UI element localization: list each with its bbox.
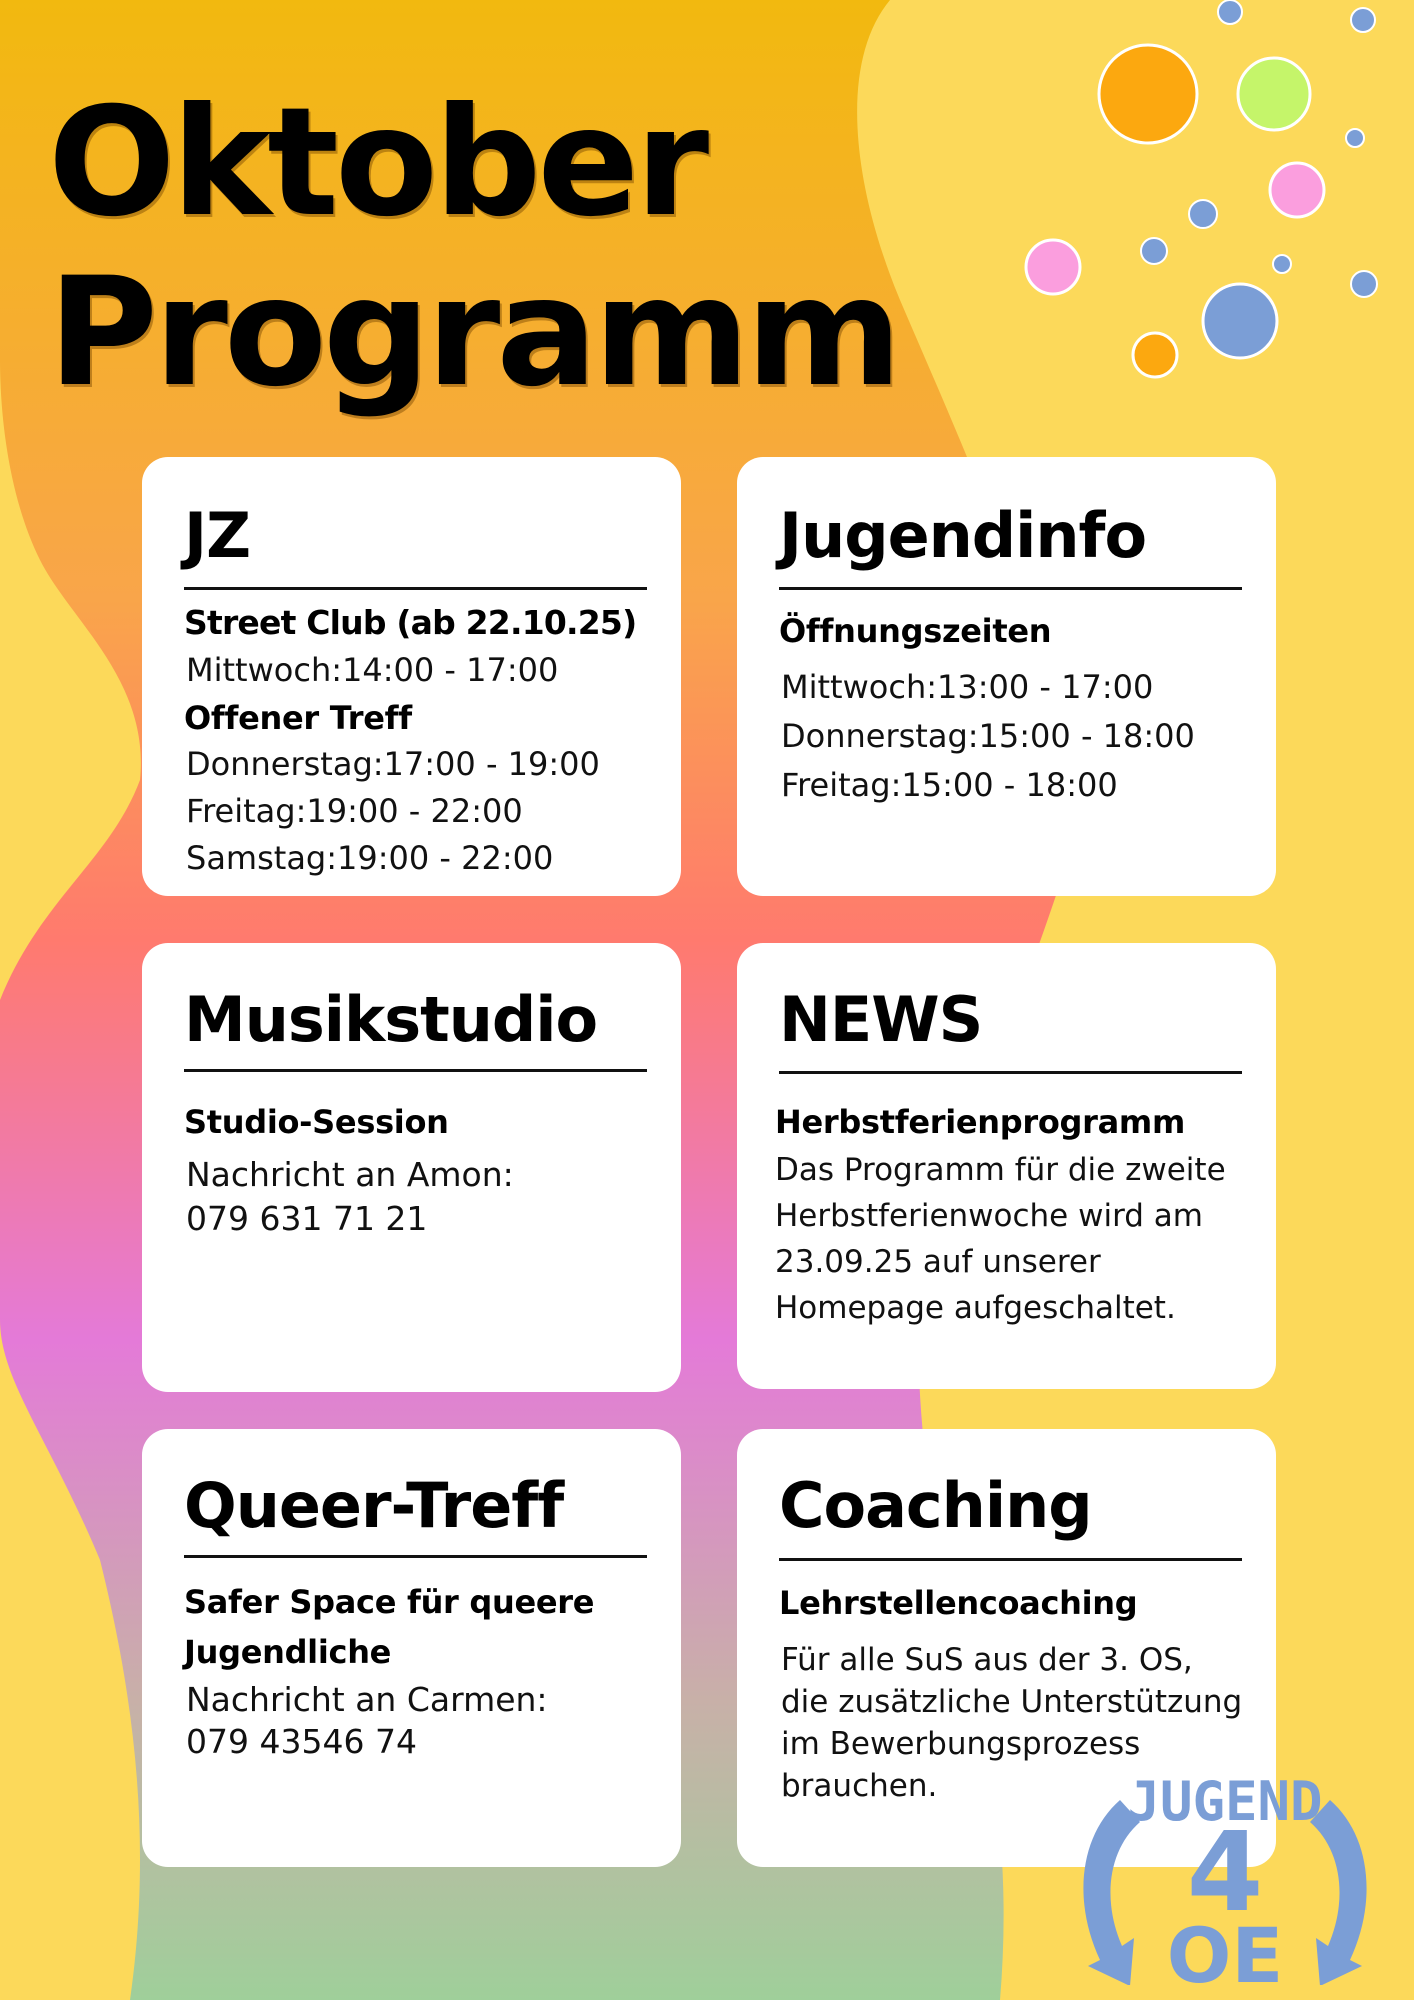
jugend-4-oe-logo	[1060, 1760, 1390, 1985]
coaching-line: brauchen.	[781, 1768, 938, 1804]
section-heading-line: Safer Space für queere	[184, 1583, 595, 1621]
schedule-line: Freitag:15:00 - 18:00	[781, 766, 1118, 804]
divider	[779, 1558, 1242, 1561]
divider	[184, 1069, 647, 1072]
section-heading: Lehrstellencoaching	[779, 1584, 1138, 1622]
section-heading: Studio-Session	[184, 1103, 449, 1141]
divider	[184, 587, 647, 590]
section-heading: Offener Treff	[184, 699, 412, 737]
title-line-oktober: Oktober	[48, 76, 706, 250]
news-line: Herbstferienwoche wird am	[775, 1198, 1204, 1234]
card-title: Coaching	[779, 1469, 1092, 1542]
card-title: JZ	[184, 499, 251, 572]
card-title: Queer-Treff	[184, 1469, 564, 1542]
section-heading: Öffnungszeiten	[779, 612, 1052, 650]
card-jz	[142, 457, 681, 896]
schedule-line: Mittwoch:13:00 - 17:00	[781, 668, 1154, 706]
phone-number: 079 631 71 21	[186, 1199, 428, 1238]
coaching-line: die zusätzliche Unterstützung	[781, 1684, 1243, 1720]
decorative-dots	[1026, 0, 1377, 377]
coaching-line: im Bewerbungsprozess	[781, 1726, 1141, 1762]
section-heading: Herbstferienprogramm	[775, 1103, 1186, 1141]
contact-line: Nachricht an Carmen:	[186, 1680, 548, 1719]
opening-hours	[781, 663, 1256, 810]
divider	[184, 1555, 647, 1558]
contact-lines	[186, 1679, 661, 1763]
schedule-line: Donnerstag:17:00 - 19:00	[186, 745, 600, 783]
card-musikstudio	[142, 943, 681, 1392]
news-line: Das Programm für die zweite	[775, 1152, 1226, 1188]
section-heading: Street Club (ab 22.10.25)	[184, 603, 637, 642]
card-title: Jugendinfo	[779, 499, 1147, 572]
card-title: NEWS	[779, 983, 983, 1056]
section-heading-line: Jugendliche	[184, 1633, 392, 1671]
card-news	[737, 943, 1276, 1389]
schedule-line: Donnerstag:15:00 - 18:00	[781, 717, 1195, 755]
divider	[779, 587, 1242, 590]
svg-text:4: 4	[1186, 1808, 1264, 1936]
title-line-programm: Programm	[48, 246, 899, 420]
svg-text:JUGEND: JUGEND	[1127, 1770, 1323, 1833]
schedule-line: Freitag:19:00 - 22:00	[186, 792, 523, 830]
news-line: Homepage aufgeschaltet.	[775, 1290, 1176, 1326]
card-title: Musikstudio	[184, 983, 598, 1056]
section-lines	[186, 647, 661, 693]
news-line: 23.09.25 auf unserer	[775, 1244, 1101, 1280]
schedule-line: Mittwoch:14:00 - 17:00	[186, 651, 559, 689]
contact-line: Nachricht an Amon:	[186, 1155, 514, 1194]
phone-number: 079 43546 74	[186, 1722, 417, 1761]
coaching-line: Für alle SuS aus der 3. OS,	[781, 1642, 1193, 1678]
card-queer-treff	[142, 1429, 681, 1867]
card-jugendinfo	[737, 457, 1276, 896]
schedule-line: Samstag:19:00 - 22:00	[186, 839, 554, 877]
svg-text:OE: OE	[1166, 1911, 1284, 1985]
contact-lines	[186, 1153, 661, 1241]
divider	[779, 1071, 1242, 1074]
section-lines	[186, 741, 661, 882]
news-text	[775, 1147, 1256, 1331]
